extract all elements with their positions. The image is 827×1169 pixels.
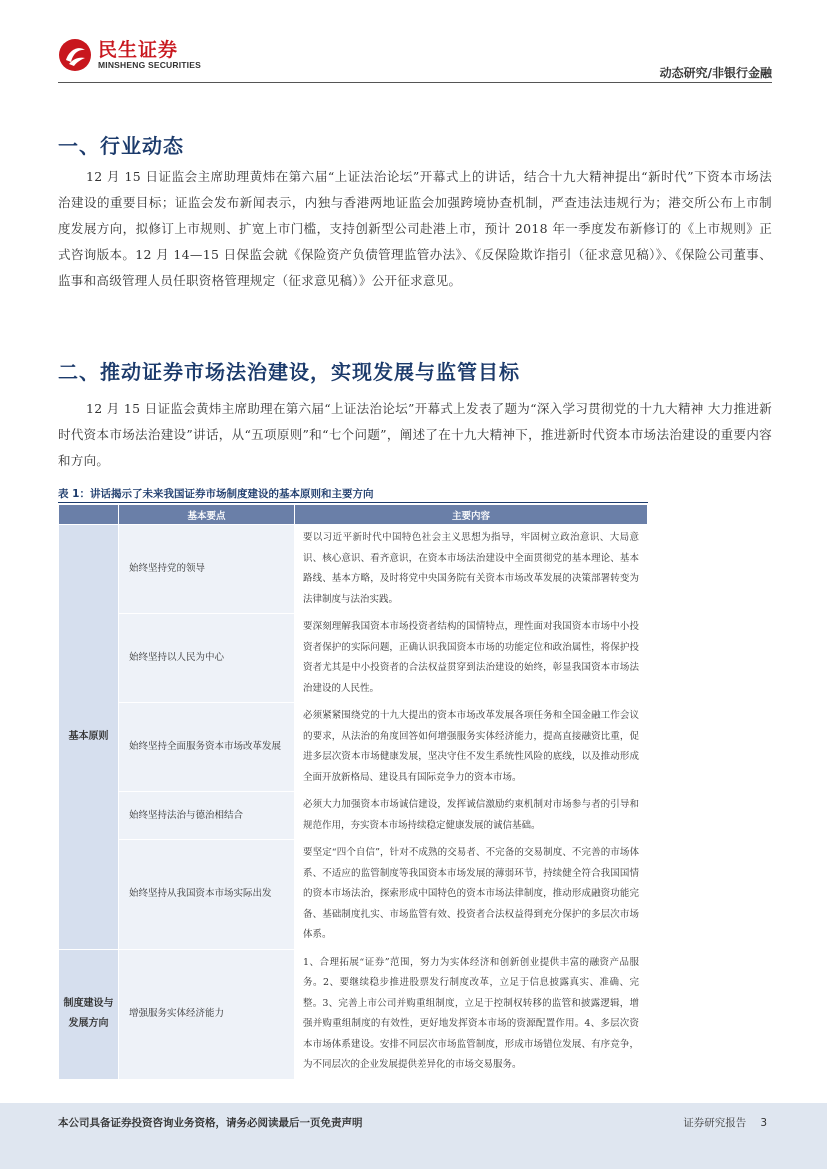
table-header-content: 主要内容 bbox=[295, 505, 648, 525]
section-paragraph-industry: 12 月 15 日证监会主席助理黄炜在第六届“上证法治论坛”开幕式上的讲话，结合十九大精神提出“新时代”下资本市场法治建设的重要目标；证监会发布新闻表示，内独与香港两地证监会加强跨境协查机制，严查违法违规行为；港交所公布上市制度发展方向，拟修订上市规则、扩宽上市门槛，支持创新型公司赴港上市，预计 2018 年一季度发布新修订的《上市规则》正式咨询版本。12 月 14—15 日保监会就《保险资产负债管理监管办法》、《反保险欺诈指引（征求意见稿）》、《保险公司董事、监事和高级管理人员任职资格管理规定（征求意见稿）》公开征求意见。 bbox=[58, 169, 772, 288]
header-divider bbox=[58, 82, 772, 83]
table-point: 始终坚持法治与德治相结合 bbox=[119, 792, 295, 840]
table-header-row bbox=[59, 505, 648, 525]
footer-right bbox=[669, 1115, 767, 1130]
table-point: 始终坚持党的领导 bbox=[119, 525, 295, 614]
footer-report-label: 证券研究报告 bbox=[683, 1117, 747, 1129]
table-point: 始终坚持从我国资本市场实际出发 bbox=[119, 840, 295, 950]
footer-disclaimer: 本公司具备证券投资咨询业务资格，请务必阅读最后一页免责声明 bbox=[58, 1117, 363, 1129]
table-caption: 表 1：讲话揭示了未来我国证券市场制度建设的基本原则和主要方向 bbox=[58, 488, 374, 500]
logo-chinese-name: 民生证券 bbox=[98, 39, 179, 61]
principles-table bbox=[58, 504, 648, 1080]
table-row bbox=[59, 703, 648, 792]
table-content: 要坚定“四个自信”，针对不成熟的交易者、不完备的交易制度、不完善的市场体系、不适应的监管制度等我国资本市场发展的薄弱环节，持续健全符合我国国情的资本市场法治，探索形成中国特色的资本市场法律制度，推动形成融资功能完备、基础制度扎实、市场监管有效、投资者合法权益得到充分保护的多层次市场体系。 bbox=[295, 840, 648, 950]
table-content: 要以习近平新时代中国特色社会主义思想为指导，牢固树立政治意识、大局意识、核心意识、看齐意识，在资本市场法治建设中全面贯彻党的基本理论、基本路线、基本方略，及时将党中央国务院有关资本市场改革发展的决策部署转变为法律制度与法治实践。 bbox=[295, 525, 648, 614]
table-row bbox=[59, 525, 648, 614]
table-content: 必须紧紧围绕党的十九大提出的资本市场改革发展各项任务和全国金融工作会议的要求，从法治的角度回答如何增强服务实体经济能力，提高直接融资比重，促进多层次资本市场健康发展，坚决守住不发生系统性风险的底线，以及推动形成全面开放新格局、建设具有国际竞争力的资本市场。 bbox=[295, 703, 648, 792]
page-footer bbox=[0, 1103, 827, 1169]
table-header-point: 基本要点 bbox=[119, 505, 295, 525]
report-type: 动态研究/非银行金融 bbox=[659, 66, 772, 80]
section-paragraph-rule-of-law: 12 月 15 日证监会黄炜主席助理在第六届“上证法治论坛”开幕式上发表了题为“深入学习贯彻党的十九大精神 大力推进新时代资本市场法治建设”讲话，从“五项原则”和“七个问题”，阐述了在十九大精神下，推进新时代资本市场法治建设的重要内容和方向。 bbox=[58, 401, 772, 468]
section-title-industry: 一、行业动态 bbox=[58, 134, 184, 158]
table-content: 必须大力加强资本市场诚信建设，发挥诚信激励约束机制对市场参与者的引导和规范作用，夯实资本市场持续稳定健康发展的诚信基础。 bbox=[295, 792, 648, 840]
table-point: 始终坚持以人民为中心 bbox=[119, 614, 295, 703]
table-category-development-direction: 制度建设与发展方向 bbox=[59, 949, 119, 1079]
logo-english-name: MINSHENG SECURITIES bbox=[98, 60, 201, 70]
page-number: 3 bbox=[760, 1117, 767, 1129]
table-point: 始终坚持全面服务资本市场改革发展 bbox=[119, 703, 295, 792]
table-caption-rule bbox=[58, 502, 648, 503]
table-content: 1、合理拓展“证券”范围，努力为实体经济和创新创业提供丰富的融资产品服务。2、要继续稳步推进股票发行制度改革，立足于信息披露真实、准确、完整。3、完善上市公司并购重组制度，立足于控制权转移的监管和披露逻辑，增强并购重组制度的有效性，更好地发挥资本市场的资源配置作用。4、多层次资本市场体系建设。安排不同层次市场监管制度，形成市场错位发展、有序竞争，为不同层次的企业发展提供差异化的市场交易服务。 bbox=[295, 949, 648, 1079]
minsheng-logo-icon bbox=[58, 38, 92, 72]
table-row bbox=[59, 792, 648, 840]
table-row bbox=[59, 840, 648, 950]
table-content: 要深刻理解我国资本市场投资者结构的国情特点，理性面对我国资本市场中小投资者保护的实际问题，正确认识我国资本市场的功能定位和政治属性，将保护投资者尤其是中小投资者的合法权益贯穿到法治建设的始终，彰显我国资本市场法治建设的人民性。 bbox=[295, 614, 648, 703]
table-row bbox=[59, 949, 648, 1079]
table-point: 增强服务实体经济能力 bbox=[119, 949, 295, 1079]
section-title-rule-of-law: 二、推动证券市场法治建设，实现发展与监管目标 bbox=[58, 360, 520, 384]
table-header-category bbox=[59, 505, 119, 525]
table-row bbox=[59, 614, 648, 703]
company-logo bbox=[58, 38, 201, 72]
page-header bbox=[0, 0, 827, 85]
table-category-basic-principles: 基本原则 bbox=[59, 525, 119, 950]
